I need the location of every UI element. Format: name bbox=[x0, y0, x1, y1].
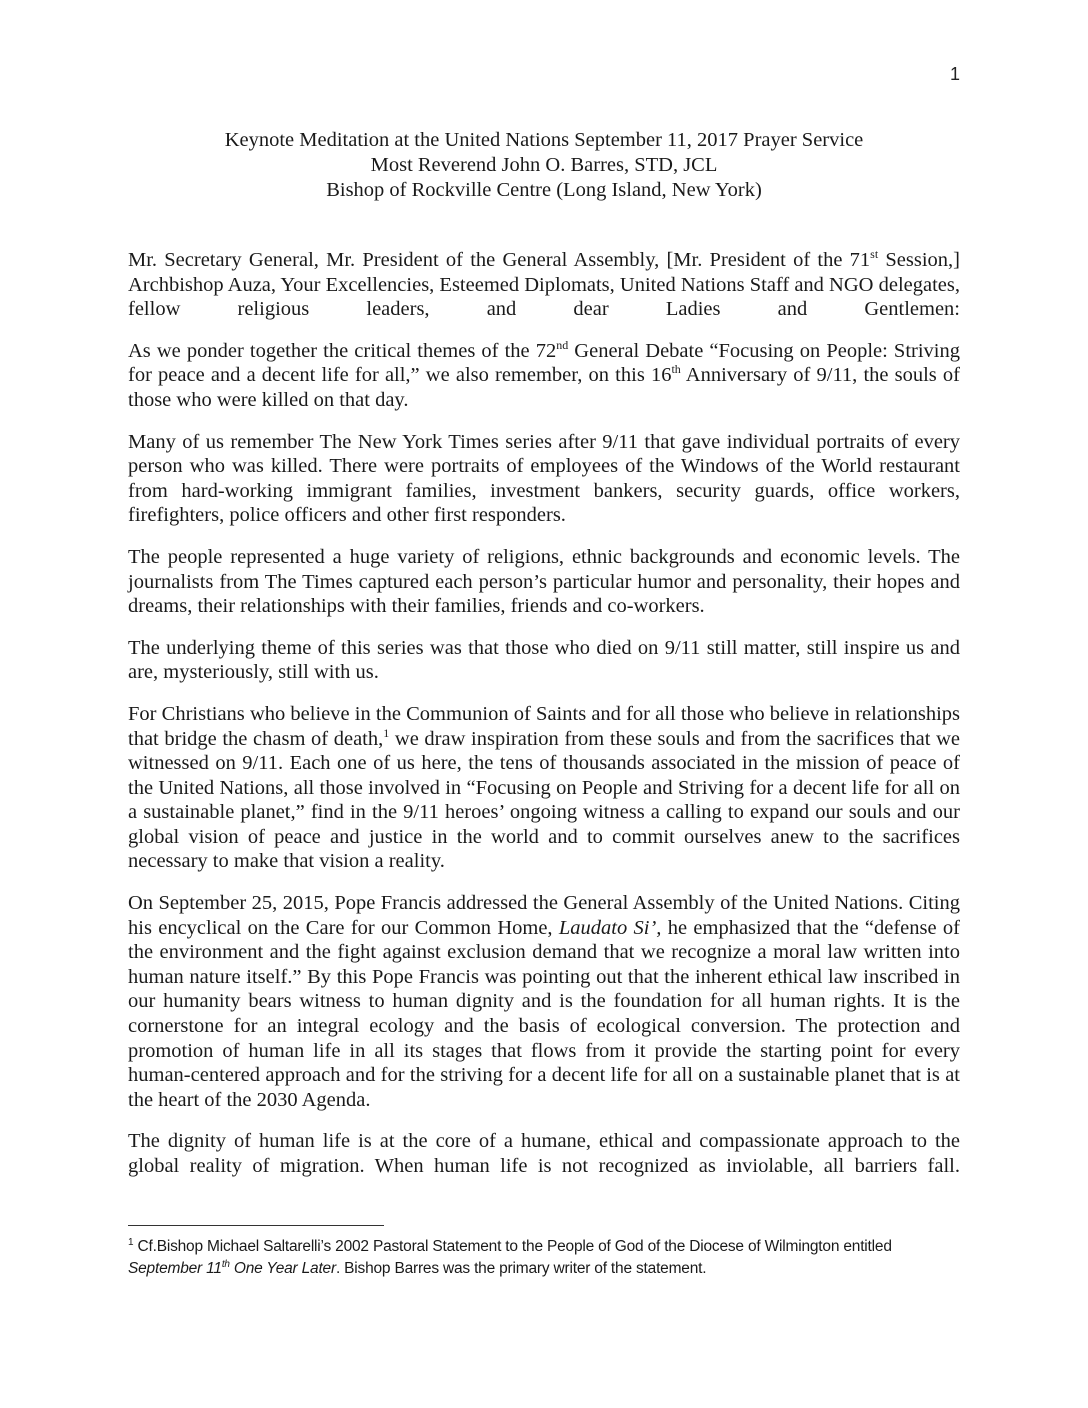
paragraph-general-debate bbox=[128, 339, 960, 413]
text-run: On September 25, 2015, Pope Francis addressed the General Assembly of the United Nations. Citing his encyclical on the Care for our Common Home, bbox=[128, 892, 960, 939]
author-role: Bishop of Rockville Centre (Long Island, New York) bbox=[326, 179, 762, 201]
paragraph-people-represented: The people represented a huge variety of religions, ethnic backgrounds and economic levels. The journalists from The Times captured each person’s particular humor and personality, their hopes and dreams, their relationships with their families, friends and co-workers. bbox=[128, 545, 960, 618]
ordinal-suffix: th bbox=[221, 1258, 230, 1270]
text-run: he emphasized that the “defense of the environment and the fight against exclusion demand that we recognize a moral law written into human nature itself.” By this Pope Francis was pointing out that the inherent ethical law inscribed in our humanity bears witness to human dignity and is the foundation for all human rights. It is the cornerstone for an integral ecology and the basis of ecological conversion. The protection and promotion of human life in all its stages that flows from it provide the starting point for every human-centered approach and for the striving for a decent life for all on a sustainable planet that is at the heart of the 2030 Agenda. bbox=[128, 916, 960, 1111]
footnote-separator bbox=[128, 1225, 384, 1226]
paragraph-communion-of-saints bbox=[128, 702, 960, 874]
footnote-reference[interactable]: 1 bbox=[383, 725, 390, 740]
text-run: Cf.Bishop Michael Saltarelli’s 2002 Pastoral Statement to the People of God of the Diocese of Wilmington entitled bbox=[133, 1238, 892, 1255]
document-body bbox=[128, 248, 960, 1179]
page-number: 1 bbox=[949, 64, 960, 84]
author-line: Most Reverend John O. Barres, STD, JCL bbox=[370, 154, 718, 176]
text-run: Anniversary of 9/11, the souls of those who were killed on that day. bbox=[128, 364, 960, 411]
text-run: we draw inspiration from these souls and from the sacrifices that we witnessed on 9/11. Each one of us here, the tens of thousands associated in the mission of peace of the United Nations, all those involved in “Focusing on People and Striving for a decent life for all on a sustainable planet,” find in the 9/11 heroes’ ongoing witness a calling to expand our souls and our global vision of peace and justice in the world and to commit ourselves anew to the sacrifices necessary to make that vision a reality. bbox=[128, 727, 960, 873]
encyclical-title: Laudato Si’, bbox=[558, 916, 662, 939]
text-run: Mr. Secretary General, Mr. President of the General Assembly, [Mr. President of the 71 bbox=[128, 249, 871, 271]
document-title: Keynote Meditation at the United Nations September 11, 2017 Prayer Service bbox=[224, 129, 864, 151]
text-run: As we ponder together the critical themes of the 72 bbox=[128, 339, 557, 362]
text-run: For Christians who believe in the Communion of Saints and for all those who believe in relationships that bridge the chasm of death, bbox=[128, 702, 960, 750]
paragraph-nyt-series: Many of us remember The New York Times series after 9/11 that gave individual portraits of every person who was killed. There were portraits of employees of the Windows of the World restaurant from hard-working immigrant families, investment bankers, security guards, office workers, firefighters, police officers and other first responders. bbox=[128, 430, 960, 527]
salutation-paragraph bbox=[128, 248, 960, 322]
text-run: September 11 bbox=[128, 1260, 222, 1277]
paragraph-dignity-migration: The dignity of human life is at the core of a humane, ethical and compassionate approach to the global reality of migration. When human life is not recognized as inviolable, all barriers fall. bbox=[128, 1130, 960, 1177]
paragraph-pope-francis bbox=[128, 891, 960, 1112]
paragraph-underlying-theme: The underlying theme of this series was that those who died on 9/11 still matter, still inspire us and are, mysteriously, still with us. bbox=[128, 636, 960, 684]
statement-title bbox=[128, 1260, 336, 1277]
text-run: . Bishop Barres was the primary writer of the statement. bbox=[335, 1260, 707, 1277]
ordinal-suffix: nd bbox=[556, 337, 569, 352]
text-run: One Year Later bbox=[229, 1260, 336, 1277]
text-run: Session,] Archbishop Auza, Your Excellencies, Esteemed Diplomats, United Nations Staff and NGO delegates, fellow religious leaders, and dear Ladies and Gentlemen: bbox=[128, 249, 960, 321]
ordinal-suffix: th bbox=[671, 362, 681, 377]
text-run: General Debate “Focusing on People: Striving for peace and a decent life for all,” we also remember, on this 16 bbox=[128, 339, 960, 387]
ordinal-suffix: st bbox=[870, 247, 879, 262]
footnote bbox=[128, 1236, 960, 1280]
document-header bbox=[128, 128, 960, 203]
footnote-marker: 1 bbox=[128, 1236, 134, 1248]
